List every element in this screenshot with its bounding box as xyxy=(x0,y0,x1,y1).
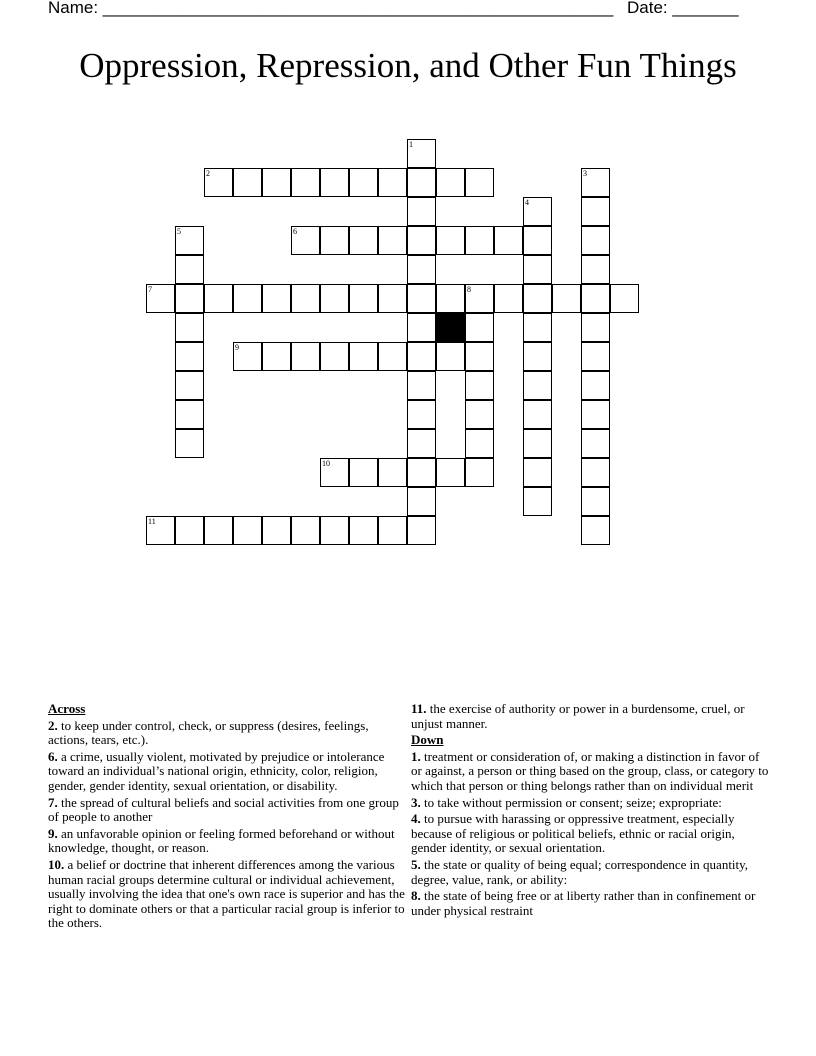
crossword-black-cell xyxy=(436,313,465,342)
down-heading: Down xyxy=(411,732,444,748)
crossword-cell[interactable] xyxy=(175,255,204,284)
crossword-cell[interactable] xyxy=(407,516,436,545)
crossword-cell[interactable] xyxy=(175,342,204,371)
clue-across-2 xyxy=(48,719,410,748)
crossword-cell[interactable] xyxy=(233,168,262,197)
clue-text: to take without permission or consent; seize; expropriate: xyxy=(424,794,722,810)
clues-right-column xyxy=(411,702,771,920)
clue-number: 10. xyxy=(48,856,65,872)
clue-number-label: 3 xyxy=(583,169,587,178)
crossword-cell[interactable] xyxy=(175,371,204,400)
clue-number-label: 8 xyxy=(467,285,471,294)
crossword-cell[interactable] xyxy=(291,284,320,313)
clue-number-label: 11 xyxy=(148,517,156,526)
crossword-cell[interactable] xyxy=(465,226,494,255)
clue-down-4 xyxy=(411,812,771,856)
clue-across-9 xyxy=(48,827,410,856)
clue-number: 7. xyxy=(48,794,58,810)
crossword-cell[interactable] xyxy=(581,197,610,226)
crossword-cell[interactable] xyxy=(146,284,175,313)
clue-number: 6. xyxy=(48,748,58,764)
clue-down-3 xyxy=(411,796,771,811)
clue-across-7 xyxy=(48,796,410,825)
clue-number-label: 2 xyxy=(206,169,210,178)
clue-number: 8. xyxy=(411,888,421,904)
crossword-cell[interactable] xyxy=(349,168,378,197)
crossword-cell[interactable] xyxy=(523,429,552,458)
crossword-cell[interactable] xyxy=(523,342,552,371)
clue-number: 9. xyxy=(48,825,58,841)
crossword-cell[interactable] xyxy=(610,284,639,313)
clue-number-label: 6 xyxy=(293,227,297,236)
crossword-cell[interactable] xyxy=(581,487,610,516)
crossword-cell[interactable] xyxy=(407,139,436,168)
crossword-cell[interactable] xyxy=(320,168,349,197)
clue-across-6 xyxy=(48,750,410,794)
crossword-cell[interactable] xyxy=(320,516,349,545)
crossword-cell[interactable] xyxy=(581,284,610,313)
clue-text: the exercise of authority or power in a burdensome, cruel, or unjust manner. xyxy=(411,701,745,731)
crossword-cell[interactable] xyxy=(378,458,407,487)
crossword-cell[interactable] xyxy=(436,168,465,197)
crossword-cell[interactable] xyxy=(175,313,204,342)
crossword-cell[interactable] xyxy=(581,400,610,429)
date-field-label: Date: _______ xyxy=(627,0,739,17)
clue-number-label: 7 xyxy=(148,285,152,294)
clue-text: the spread of cultural beliefs and social activities from one group of people to another xyxy=(48,794,399,825)
crossword-cell[interactable] xyxy=(378,226,407,255)
clue-number: 5. xyxy=(411,856,421,872)
clue-number-label: 1 xyxy=(409,140,413,149)
crossword-cell[interactable] xyxy=(407,168,436,197)
clue-text: to keep under control, check, or suppress (desires, feelings, actions, tears, etc.). xyxy=(48,717,369,748)
crossword-cell[interactable] xyxy=(552,284,581,313)
crossword-cell[interactable] xyxy=(378,342,407,371)
crossword-cell[interactable] xyxy=(407,429,436,458)
crossword-cell[interactable] xyxy=(465,458,494,487)
crossword-cell[interactable] xyxy=(233,284,262,313)
crossword-cell[interactable] xyxy=(523,313,552,342)
crossword-cell[interactable] xyxy=(465,342,494,371)
crossword-cell[interactable] xyxy=(262,284,291,313)
crossword-cell[interactable] xyxy=(581,226,610,255)
crossword-cell[interactable] xyxy=(523,255,552,284)
crossword-cell[interactable] xyxy=(262,516,291,545)
crossword-cell[interactable] xyxy=(523,487,552,516)
crossword-cell[interactable] xyxy=(465,371,494,400)
crossword-cell[interactable] xyxy=(320,342,349,371)
crossword-cell[interactable] xyxy=(436,458,465,487)
crossword-cell[interactable] xyxy=(175,516,204,545)
clue-number: 11. xyxy=(411,701,427,716)
crossword-cell[interactable] xyxy=(581,168,610,197)
crossword-cell[interactable] xyxy=(349,284,378,313)
crossword-cell[interactable] xyxy=(320,458,349,487)
clue-number: 1. xyxy=(411,748,421,764)
crossword-cell[interactable] xyxy=(465,168,494,197)
crossword-cell[interactable] xyxy=(581,255,610,284)
clue-down-8 xyxy=(411,889,771,918)
crossword-cell[interactable] xyxy=(378,168,407,197)
clue-text: a crime, usually violent, motivated by prejudice or intolerance toward an individual’s national origin, ethnicity, color, religion, gender, gender identity, sexual orientation, or disability. xyxy=(48,748,385,793)
crossword-cell[interactable] xyxy=(407,197,436,226)
crossword-cell[interactable] xyxy=(320,284,349,313)
name-field-label: Name: ______________________________________________________ xyxy=(48,0,614,17)
clue-text: to pursue with harassing or oppressive treatment, especially because of religious or political beliefs, ethnic or racial origin, gender identity, or sexual orientation. xyxy=(411,811,735,856)
crossword-cell[interactable] xyxy=(378,284,407,313)
crossword-cell[interactable] xyxy=(581,516,610,545)
crossword-cell[interactable] xyxy=(465,284,494,313)
crossword-cell[interactable] xyxy=(407,342,436,371)
clue-across-10 xyxy=(48,858,410,931)
clue-text: the state or quality of being equal; correspondence in quantity, degree, value, rank, or ability: xyxy=(411,856,749,887)
page-title: Oppression, Repression, and Other Fun Things xyxy=(79,46,737,85)
crossword-cell[interactable] xyxy=(581,429,610,458)
crossword-cell[interactable] xyxy=(291,168,320,197)
crossword-cell[interactable] xyxy=(204,516,233,545)
clue-text: treatment or consideration of, or making a distinction in favor of or against, a person or thing based on the group, class, or category to which that person or thing belongs rather than on individual merit xyxy=(411,748,769,793)
crossword-cell[interactable] xyxy=(523,371,552,400)
clue-number-label: 9 xyxy=(235,343,239,352)
crossword-cell[interactable] xyxy=(436,284,465,313)
crossword-cell[interactable] xyxy=(407,400,436,429)
clue-across-11 xyxy=(411,702,771,731)
crossword-cell[interactable] xyxy=(175,429,204,458)
clue-number: 3. xyxy=(411,794,421,810)
crossword-cell[interactable] xyxy=(291,342,320,371)
crossword-cell[interactable] xyxy=(523,226,552,255)
clue-number-label: 5 xyxy=(177,227,181,236)
crossword-cell[interactable] xyxy=(349,458,378,487)
crossword-cell[interactable] xyxy=(581,458,610,487)
crossword-cell[interactable] xyxy=(407,226,436,255)
crossword-cell[interactable] xyxy=(349,516,378,545)
clue-number-label: 4 xyxy=(525,198,529,207)
crossword-cell[interactable] xyxy=(465,400,494,429)
crossword-cell[interactable] xyxy=(233,516,262,545)
crossword-cell[interactable] xyxy=(523,458,552,487)
clue-down-5 xyxy=(411,858,771,887)
crossword-cell[interactable] xyxy=(581,342,610,371)
clue-text: an unfavorable opinion or feeling formed beforehand or without knowledge, thought, or reason. xyxy=(48,825,395,856)
crossword-cell[interactable] xyxy=(407,458,436,487)
crossword-cell[interactable] xyxy=(494,226,523,255)
crossword-cell[interactable] xyxy=(204,284,233,313)
crossword-cell[interactable] xyxy=(175,284,204,313)
crossword-cell[interactable] xyxy=(407,313,436,342)
across-heading: Across xyxy=(48,701,86,716)
crossword-cell[interactable] xyxy=(320,226,349,255)
crossword-cell[interactable] xyxy=(407,371,436,400)
crossword-cell[interactable] xyxy=(175,400,204,429)
crossword-cell[interactable] xyxy=(378,516,407,545)
clue-number-label: 10 xyxy=(322,459,330,468)
clue-text: the state of being free or at liberty rather than in confinement or under physical restraint xyxy=(411,888,756,918)
crossword-cell[interactable] xyxy=(436,226,465,255)
crossword-cell[interactable] xyxy=(436,342,465,371)
crossword-cell[interactable] xyxy=(494,284,523,313)
crossword-cell[interactable] xyxy=(291,516,320,545)
crossword-cell[interactable] xyxy=(523,197,552,226)
crossword-cell[interactable] xyxy=(291,226,320,255)
crossword-cell[interactable] xyxy=(204,168,233,197)
crossword-cell[interactable] xyxy=(262,342,291,371)
clue-down-1 xyxy=(411,750,771,794)
crossword-cell[interactable] xyxy=(349,342,378,371)
crossword-cell[interactable] xyxy=(407,255,436,284)
crossword-cell[interactable] xyxy=(175,226,204,255)
crossword-cell[interactable] xyxy=(146,516,175,545)
clue-number: 2. xyxy=(48,717,58,733)
clue-number: 4. xyxy=(411,811,421,827)
crossword-cell[interactable] xyxy=(233,342,262,371)
crossword-cell[interactable] xyxy=(465,429,494,458)
clues-left-column xyxy=(48,702,410,933)
crossword-cell[interactable] xyxy=(465,313,494,342)
crossword-cell[interactable] xyxy=(581,371,610,400)
crossword-cell[interactable] xyxy=(581,313,610,342)
crossword-cell[interactable] xyxy=(407,487,436,516)
crossword-cell[interactable] xyxy=(523,400,552,429)
crossword-cell[interactable] xyxy=(349,226,378,255)
crossword-cell[interactable] xyxy=(523,284,552,313)
clue-text: a belief or doctrine that inherent differences among the various human racial groups determine cultural or individual achievement, usually involving the idea that one's own race is superior and has the right to dominate others or that a particular racial group is inferior to the others. xyxy=(48,856,405,931)
crossword-cell[interactable] xyxy=(262,168,291,197)
crossword-cell[interactable] xyxy=(407,284,436,313)
